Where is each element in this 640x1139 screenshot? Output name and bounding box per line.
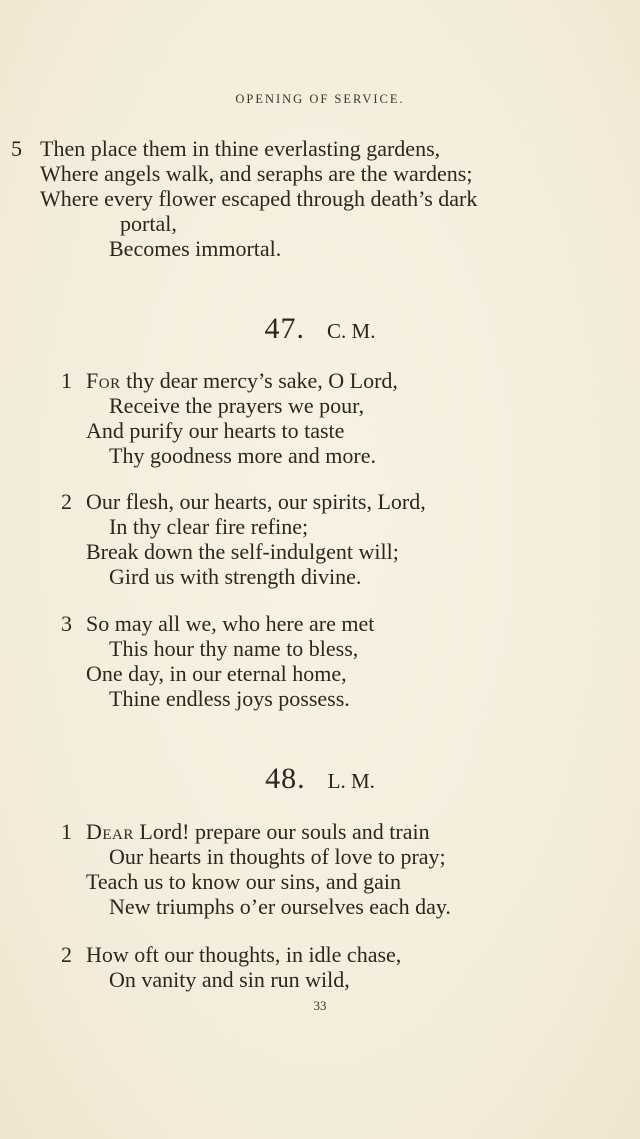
verse-line: Our hearts in thoughts of love to pray; [109, 844, 446, 869]
verse-number: 3 [61, 611, 72, 636]
verse-line: Where every flower escaped through death’s dark [40, 186, 478, 211]
verse-line: Gird us with strength divine. [109, 564, 362, 589]
first-word: Dear [86, 819, 134, 844]
verse-line: New triumphs o’er ourselves each day. [109, 894, 451, 919]
verse-line: Thine endless joys possess. [109, 686, 350, 711]
verse-line: One day, in our eternal home, [86, 661, 347, 686]
hymn-number: 47. [264, 312, 306, 345]
first-word: For [86, 368, 121, 393]
verse-line: This hour thy name to bless, [109, 636, 359, 661]
verse-line: Where angels walk, and seraphs are the wardens; [40, 161, 473, 186]
hymn-heading-48 [0, 762, 640, 796]
page-number: 33 [313, 998, 327, 1013]
hymn-meter: C. M. [327, 319, 376, 343]
verse-line: Receive the prayers we pour, [109, 393, 365, 418]
verse-line: Then place them in thine everlasting gardens, [40, 136, 441, 161]
verse-line: How oft our thoughts, in idle chase, [86, 942, 402, 967]
verse-number: 2 [61, 942, 72, 967]
verse-line: Dear Lord! prepare our souls and train [86, 819, 430, 844]
verse-line: Our flesh, our hearts, our spirits, Lord, [86, 489, 426, 514]
verse-number: 2 [61, 489, 72, 514]
running-head: OPENING OF SERVICE. [235, 92, 405, 106]
verse-number: 5 [11, 136, 22, 161]
verse-line: Break down the self-indulgent will; [86, 539, 399, 564]
hymn-meter: L. M. [327, 769, 375, 793]
verse-line: In thy clear fire refine; [109, 514, 309, 539]
verse-line: For thy dear mercy’s sake, O Lord, [86, 368, 398, 393]
verse-line: And purify our hearts to taste [86, 418, 345, 443]
verse-line: portal, [120, 211, 177, 236]
verse-line: So may all we, who here are met [86, 611, 375, 636]
hymn-heading-47 [0, 312, 640, 346]
verse-line: Teach us to know our sins, and gain [86, 869, 401, 894]
verse-number: 1 [61, 819, 72, 844]
verse-line: Becomes immortal. [109, 236, 282, 261]
verse-number: 1 [61, 368, 72, 393]
verse-line: Thy goodness more and more. [109, 443, 376, 468]
verse-line: On vanity and sin run wild, [109, 967, 350, 992]
hymn-number: 48. [265, 762, 306, 795]
